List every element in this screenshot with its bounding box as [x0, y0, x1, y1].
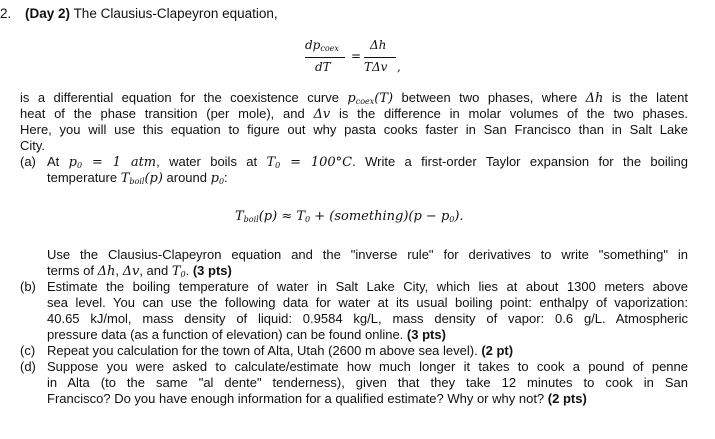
part-b-line-2: sea level. You can use the following data for water at its usual boiling point: enthalpy of vaporization:	[47, 295, 688, 310]
part-c-line-1: Repeat you calculation for the town of Alta, Utah (2600 m above sea level). (2 pt)	[47, 343, 514, 358]
day-label: (Day 2)	[25, 6, 71, 21]
part-d-label: (d)	[20, 359, 36, 374]
part-d-line-3: Francisco? Do you have enough information for a qualified estimate? Why or why not? (2 pts)	[47, 391, 587, 406]
part-b-line-4: pressure data (as a function of elevation) can be found online. (3 pts)	[47, 327, 446, 342]
part-b-points: (3 pts)	[406, 327, 446, 342]
part-b-line-3: 40.65 kJ/mol, mass density of liquid: 0.9584 kg/L, mass density of vapor: 0.6 g/L. Atmospheric	[47, 311, 688, 326]
part-a-line-2: temperature $T_{boil}(p)$ around $p_0$:	[47, 170, 228, 186]
part-b-line-1: Estimate the boiling temperature of water in Salt Lake City, which lies at about 1300 meters above	[47, 279, 688, 294]
eq1-numerator-right: Δh	[370, 38, 387, 52]
eq1-comma: ,	[397, 60, 401, 74]
eq1-fraction-bar-right	[364, 57, 396, 58]
part-a-line-4: terms of Δh, Δv, and $T_0$. (3 pts)	[47, 263, 232, 279]
eq1-denominator-left: dT	[315, 60, 331, 74]
intro-line-2: heat of the phase transition (per mole), and Δv is the difference in molar volumes of the two phases.	[20, 106, 688, 122]
problem-number: 2.	[0, 6, 12, 21]
part-a-line-3: Use the Clausius-Clapeyron equation and the "inverse rule" for derivatives to write "something" in	[47, 247, 688, 262]
problem-title: The Clausius-Clapeyron equation,	[73, 6, 278, 21]
eq1-numerator-left: $dp_{coex}$	[305, 38, 339, 53]
part-d-line-2: in Alta (to the same "al dente" tenderness), given that they take 12 minutes to cook in San	[47, 375, 688, 390]
intro-line-1: is a differential equation for the coexistence curve $p_{coex}(T)$ between two phases, where Δh is the latent	[20, 90, 688, 106]
part-c-label: (c)	[20, 343, 36, 358]
intro-line-3: Here, you will use this equation to figure out why pasta cooks faster in San Francisco than in Salt Lake	[20, 122, 688, 137]
part-d-points: (2 pts)	[547, 391, 587, 406]
part-a-points: (3 pts)	[192, 263, 232, 278]
problem-header	[0, 6, 278, 21]
part-a-line-1: At $p_0 = 1$ atm, water boils at $T_0 = 100^\circ C$. Write a first-order Taylor expansion for the boiling	[47, 154, 688, 170]
part-b-label: (b)	[20, 279, 36, 294]
part-d-line-1: Suppose you were asked to calculate/estimate how much longer it takes to cook a pound of penne	[47, 359, 688, 374]
part-a-label: (a)	[20, 154, 36, 169]
taylor-expansion-equation: $T_{boil}(p) \approx T_0$ + (something)(p − $p_0$).	[235, 209, 464, 224]
eq1-fraction-bar-left	[305, 57, 345, 58]
intro-line-4: City.	[20, 138, 46, 153]
eq1-equals: =	[351, 49, 362, 63]
eq1-denominator-right: TΔv	[364, 60, 388, 74]
part-c-points: (2 pt)	[481, 343, 514, 358]
